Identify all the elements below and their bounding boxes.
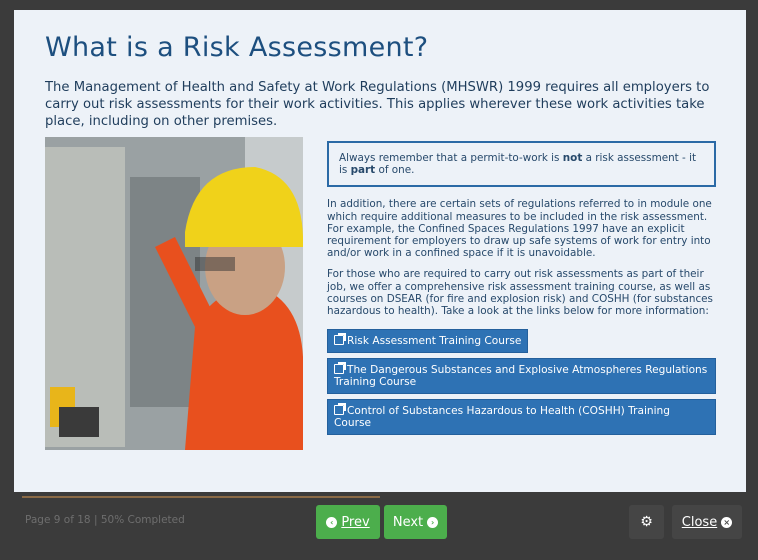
coshh-course-link[interactable]: [327, 399, 716, 435]
callout-text: a risk assessment - it is: [339, 152, 697, 177]
close-circle-icon: ×: [721, 517, 732, 528]
settings-button[interactable]: [629, 505, 664, 539]
right-column: [327, 141, 716, 440]
worker-photo: [45, 137, 303, 450]
page-indicator: Page 9 of 18: [25, 514, 91, 526]
dsear-course-link[interactable]: [327, 358, 716, 394]
completion-text: 50% Completed: [100, 514, 185, 526]
close-button[interactable]: [672, 505, 742, 539]
gears-icon: ⚙: [640, 514, 653, 530]
external-link-icon: [334, 405, 344, 415]
close-label: Close: [681, 514, 718, 530]
next-button[interactable]: [384, 505, 447, 539]
permit-callout: [327, 141, 716, 187]
page-title: What is a Risk Assessment?: [45, 32, 429, 63]
risk-assessment-course-link[interactable]: [327, 329, 528, 353]
external-link-icon: [334, 364, 344, 374]
courses-paragraph: For those who are required to carry out risk assessments as part of their job, we offer a comprehensive risk assessment training course, as well as courses on DSEAR (for fire and explosion risk) and COSHH (for substances hazardous to health). Take a look at the links below for more information:: [327, 268, 713, 318]
callout-text: of one.: [375, 164, 415, 177]
progress-bar: [22, 496, 380, 498]
callout-text: Always remember that a permit-to-work is: [339, 152, 563, 164]
callout-bold-not: not: [562, 152, 583, 164]
regulations-paragraph: In addition, there are certain sets of regulations referred to in module one which require additional measures to be included in the risk assessment. For example, the Confined Spaces Regulations 1997 have an explicit requirement for employers to draw up safe systems of work for entry into and/or work in a confined space if it is unavoidable.: [327, 198, 712, 260]
next-label: Next: [392, 514, 424, 530]
callout-bold-part: part: [350, 164, 376, 177]
prev-label: Prev: [341, 514, 370, 530]
link-label: The Dangerous Substances and Explosive Atmospheres Regulations Training Course: [334, 364, 708, 389]
chevron-left-icon: ‹: [326, 517, 337, 528]
external-link-icon: [334, 335, 344, 345]
page-status: Page 9 of 18 | 50% Completed: [25, 514, 185, 526]
content-panel: [14, 10, 746, 492]
intro-text: The Management of Health and Safety at Work Regulations (MHSWR) 1999 requires all employers to carry out risk assessments for their work activities. This applies wherever these work activities take place, including on other premises.: [45, 80, 710, 129]
chevron-right-icon: ›: [427, 517, 438, 528]
prev-button[interactable]: [316, 505, 380, 539]
link-label: Control of Substances Hazardous to Health (COSHH) Training Course: [334, 405, 670, 430]
link-label: Risk Assessment Training Course: [347, 335, 522, 348]
